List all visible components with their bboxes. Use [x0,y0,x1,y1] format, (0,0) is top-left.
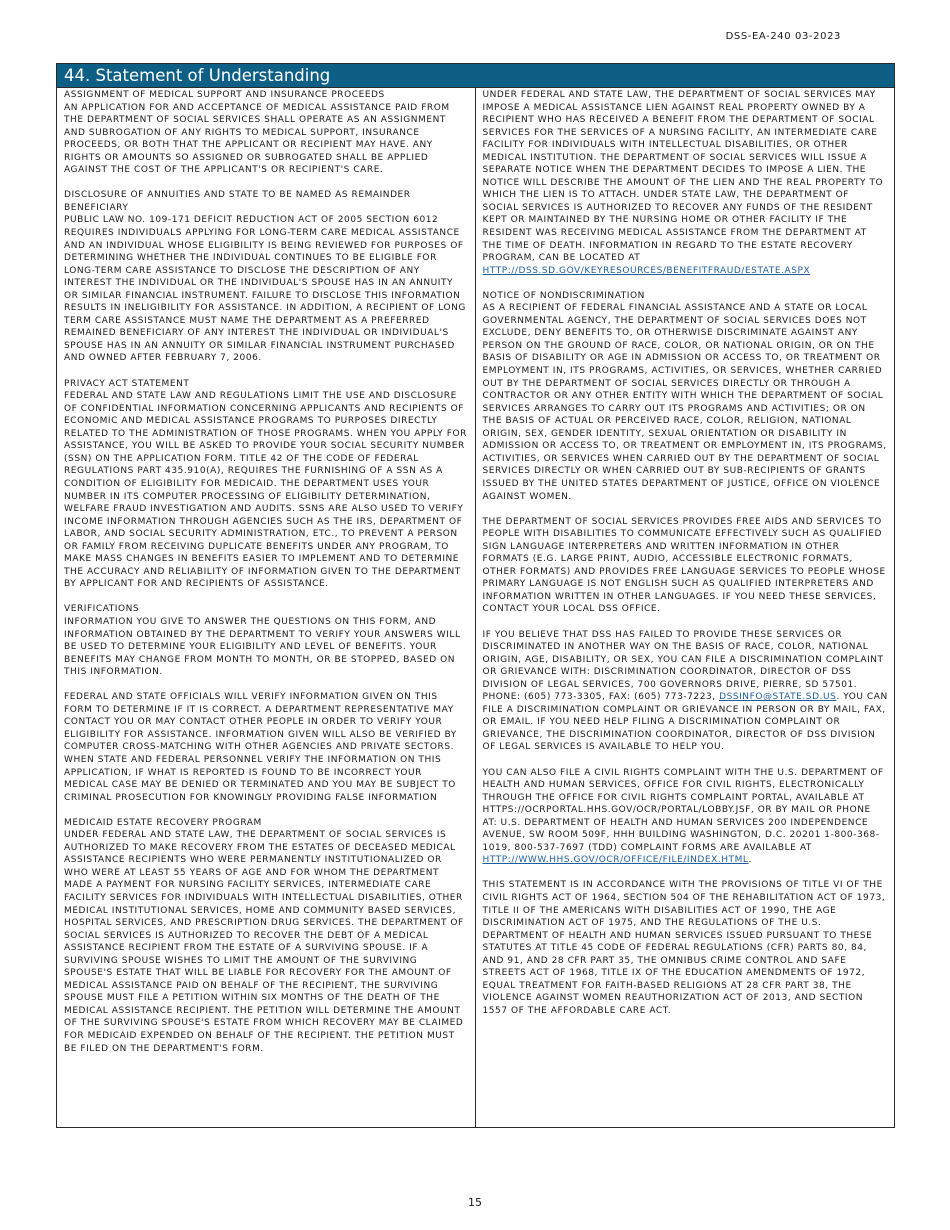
estate-recovery-heading: MEDICAID ESTATE RECOVERY PROGRAM [64,817,262,828]
verification-officials-body: FEDERAL AND STATE OFFICIALS WILL VERIFY INFORMATION GIVEN ON THIS FORM TO DETERMINE IF IT IS CORRECT. A DEPARTMENT REPRESENTATIVE MAY CONTACT YOU OR MAY CONTACT OTHER PEOPLE IN ORDER TO VERIFY YOUR ELIGIBILITY FOR ASSISTANCE. INFORMATION GIVEN WILL ALSO BE VERIFIED BY COMPUTER CROSS-MATCHING WITH OTHER AGENCIES AND PRIVATE SECTORS. WHEN STATE AND FEDERAL PERSONNEL VERIFY THE INFORMATION ON THIS APPLICATION, IF WHAT IS REPORTED IS FOUND TO BE INCORRECT YOUR MEDICAL CASE MAY BE DENIED OR TERMINATED AND YOU MAY BE SUBJECT TO CRIMINAL PROSECUTION FOR KNOWINGLY PROVIDING FALSE INFORMATION [64,692,457,803]
verifications-body: INFORMATION YOU GIVE TO ANSWER THE QUESTIONS ON THIS FORM, AND INFORMATION OBTAINED BY THE DEPARTMENT TO VERIFY YOUR ANSWERS WILL BE USED TO DETERMINE YOUR ELIGIBILITY AND LEVEL OF BENEFITS. YOUR BENEFITS MAY CHANGE FROM MONTH TO MONTH, OR BE STOPPED, BASED ON THIS INFORMATION. [64,616,461,678]
nondiscrimination-paragraph [483,290,889,503]
accordance-body: THIS STATEMENT IS IN ACCORDANCE WITH THE PROVISIONS OF TITLE VI OF THE CIVIL RIGHTS ACT OF 1964, SECTION 504 OF THE REHABILITATION ACT OF 1973, TITLE II OF THE AMERICANS WITH DISABILITIES ACT OF 1990, THE AGE DISCRIMINATION ACT OF 1975, AND THE REGULATIONS OF THE U.S. DEPARTMENT OF HEALTH AND HUMAN SERVICES ISSUED PURSUANT TO THESE STATUTES AT TITLE 45 CODE OF FEDERAL REGULATIONS (CFR) PARTS 80, 84, AND 91, AND 28 CFR PART 35, THE OMNIBUS CRIME CONTROL AND SAFE STREETS ACT OF 1968, TITLE IX OF THE EDUCATION AMENDMENTS OF 1972, EQUAL TREATMENT FOR FAITH-BASED RELIGIONS AT 28 CFR PART 38, THE VIOLENCE AGAINST WOMEN REAUTHORIZATION ACT OF 2013, AND SECTION 1557 OF THE AFFORDABLE CARE ACT. [482,880,886,1016]
estate-recovery-paragraph [64,817,469,1055]
assignment-paragraph [64,89,469,177]
right-column [476,88,895,1127]
verification-officials-paragraph [64,691,469,804]
annuities-body: PUBLIC LAW NO. 109-171 DEFICIT REDUCTION ACT OF 2005 SECTION 6012 REQUIRES INDIVIDUALS APPLYING FOR LONG-TERM CARE MEDICAL ASSISTANCE AND AN INDIVIDUAL WHOSE ELIGIBILITY IS BEING REVIEWED FOR PURPOSES OF DETERMINING WHETHER THE INDIVIDUAL CONTINUES TO BE ELIGIBLE FOR LONG-TERM CARE ASSISTANCE TO DISCLOSE THE DESCRIPTION OF ANY INTEREST THE INDIVIDUAL OR THE INDIVIDUAL'S SPOUSE HAS IN AN ANNUITY OR SIMILAR FINANCIAL INSTRUMENT. FAILURE TO DISCLOSE THIS INFORMATION RESULTS IN INELIGIBILITY FOR ASSISTANCE. IN ADDITION, A RECIPIENT OF LONG TERM CARE ASSISTANCE MUST NAME THE DEPARTMENT AS A PREFERRED REMAINED BENEFICIARY OF ANY INTEREST THE INDIVIDUAL OR INDIVIDUAL'S SPOUSE HAS IN AN ANNUITY OR SIMILAR FINANCIAL INSTRUMENT PURCHASED AND OWNED AFTER FEBRUARY 7, 2006. [64,215,466,364]
grievance-paragraph [483,629,889,754]
verifications-heading: VERIFICATIONS [64,604,140,615]
civil-rights-body [483,767,889,867]
lien-paragraph [483,89,889,277]
statement-of-understanding-section [56,63,895,1128]
free-aids-body: THE DEPARTMENT OF SOCIAL SERVICES PROVIDES FREE AIDS AND SERVICES TO PEOPLE WITH DISABILITIES TO COMMUNICATE EFFECTIVELY SUCH AS QUALIFIED SIGN LANGUAGE INTERPRETERS AND WRITTEN INFORMATION IN OTHER FORMATS (E.G. LARGE PRINT, AUDIO, ACCESSIBLE ELECTRONIC FORMATS, OTHER FORMATS) AND PROVIDES FREE LANGUAGE SERVICES TO PEOPLE WHOSE PRIMARY LANGUAGE IS NOT ENGLISH SUCH AS QUALIFIED INTERPRETERS AND INFORMATION WRITTEN IN OTHER LANGUAGES. IF YOU NEED THESE SERVICES, CONTACT YOUR LOCAL DSS OFFICE. [482,516,886,615]
estate-recovery-body: UNDER FEDERAL AND STATE LAW, THE DEPARTMENT OF SOCIAL SERVICES IS AUTHORIZED TO MAKE RECOVERY FROM THE ESTATES OF DECEASED MEDICAL ASSISTANCE RECIPIENTS WHO WERE PERMANENTLY INSTITUTIONALIZED OR WHO WERE AT LEAST 55 YEARS OF AGE AND FOR WHOM THE DEPARTMENT MADE A PAYMENT FOR NURSING FACILITY SERVICES, INTERMEDIATE CARE FACILITY SERVICES FOR INDIVIDUALS WITH INTELLECTUAL DISABILITIES, OTHER MEDICAL INSTITUTIONAL SERVICES, HOME AND COMMUNITY BASED SERVICES, HOSPITAL SERVICES, AND PRESCRIPTION DRUG SERVICES. THE DEPARTMENT OF SOCIAL SERVICES IS AUTHORIZED TO RECOVER THE DEBT OF A MEDICAL ASSISTANCE RECIPIENT FROM THE ESTATE OF A SURVIVING SPOUSE. IF A SURVIVING SPOUSE WISHES TO LIMIT THE AMOUNT OF THE SURVIVING SPOUSE'S ESTATE THAT WILL BE LIABLE FOR RECOVERY FOR THE AMOUNT OF MEDICAL ASSISTANCE PAID ON BEHALF OF THE RECIPIENT, THE SURVIVING SPOUSE MUST FILE A PETITION WITHIN SIX MONTHS OF THE DEATH OF THE MEDICAL ASSISTANCE RECIPIENT. THE PETITION WILL DETERMINE THE AMOUNT OF THE SURVIVING SPOUSE'S ESTATE FROM WHICH RECOVERY MAY BE CLAIMED FOR MEDICAID EXPENDED ON BEHALF OF THE RECIPIENT. THE PETITION MUST BE FILED ON THE DEPARTMENT'S FORM. [64,830,464,1054]
left-column [57,88,476,1127]
verifications-paragraph [64,603,469,678]
form-identifier: DSS-EA-240 03-2023 [725,31,841,42]
section-columns [57,88,894,1127]
page-number: 15 [468,1196,482,1209]
grievance-text-1: IF YOU BELIEVE THAT DSS HAS FAILED TO PROVIDE THESE SERVICES OR DISCRIMINATED IN ANOTHER WAY ON THE BASIS OF RACE, COLOR, NATIONAL ORIGIN, AGE, DISABILITY, OR SEX, YOU CAN FILE A DISCRIMINATION COMPLAINT OR GRIEVANCE WITH: DISCRIMINATION COORDINATOR, DIRECTOR OF DSS DIVISION OF LEGAL SERVICES, 700 GOVERNORS DRIVE, PIERRE, SD 57501. PHONE: (605) 773-3305, FAX: (605) 773-7223, [482,629,884,703]
annuities-paragraph [64,189,469,365]
accordance-paragraph [483,879,889,1017]
assignment-heading: ASSIGNMENT OF MEDICAL SUPPORT AND INSURANCE PROCEEDS [64,90,385,100]
privacy-body: FEDERAL AND STATE LAW AND REGULATIONS LIMIT THE USE AND DISCLOSURE OF CONFIDENTIAL INFORMATION CONCERNING APPLICANTS AND RECIPIENTS OF ECONOMIC AND MEDICAL ASSISTANCE PROGRAMS TO PURPOSES DIRECTLY RELATED TO THE ADMINISTRATION OF THOSE PROGRAMS. WHEN YOU APPLY FOR ASSISTANCE, YOU WILL BE ASKED TO PROVIDE YOUR SOCIAL SECURITY NUMBER (SSN) ON THE APPLICATION FORM. TITLE 42 OF THE CODE OF FEDERAL REGULATIONS PART 435.910(A), REQUIRES THE FURNISHING OF A SSN AS A CONDITION OF ELIGIBILITY FOR MEDICAID. THE DEPARTMENT USES YOUR NUMBER IN ITS COMPUTER PROCESSING OF ELIGIBILITY DETERMINATION, WELFARE FRAUD INVESTIGATION AND AUDITS. SSNS ARE ALSO USED TO VERIFY INCOME INFORMATION THROUGH AGENCIES SUCH AS THE IRS, DEPARTMENT OF LABOR, AND SOCIAL SECURITY ADMINISTRATION, ETC., TO PREVENT A PERSON OR FAMILY FROM RECEIVING DUPLICATE BENEFITS UNDER ANY PROGRAM, TO MAKE MASS CHANGES IN BENEFITS EASIER TO IMPLEMENT AND TO DETERMINE THE ACCURACY AND RELIABILITY OF INFORMATION GIVEN TO THE DEPARTMENT BY APPLICANT FOR AND RECIPIENTS OF ASSISTANCE. [64,391,467,590]
nondiscrimination-body: AS A RECIPIENT OF FEDERAL FINANCIAL ASSISTANCE AND A STATE OR LOCAL GOVERNMENTAL AGENCY, THE DEPARTMENT OF SOCIAL SERVICES DOES NOT EXCLUDE, DENY BENEFITS TO, OR OTHERWISE DISCRIMINATE AGAINST ANY PERSON ON THE GROUND OF RACE, COLOR, OR NATIONAL ORIGIN, OR ON THE BASIS OF DISABILITY OR AGE IN ADMISSION OR ACCESS TO, OR TREATMENT OR EMPLOYMENT IN, ITS PROGRAMS, ACTIVITIES, OR SERVICES, WHETHER CARRIED OUT BY THE DEPARTMENT OF SOCIAL SERVICES DIRECTLY OR THROUGH A CONTRACTOR OR ANY OTHER ENTITY WITH WHICH THE DEPARTMENT OF SOCIAL SERVICES ARRANGES TO CARRY OUT ITS PROGRAMS AND ACTIVITIES; OR ON THE BASIS OF ACTUAL OR PERCEIVED RACE, COLOR, RELIGION, NATIONAL ORIGIN, SEX, GENDER IDENTITY, SEXUAL ORIENTATION OR DISABILITY IN ADMISSION OR ACCESS TO, OR TREATMENT OR EMPLOYMENT IN, ITS PROGRAMS, ACTIVITIES, OR SERVICES WHEN CARRIED OUT BY THE DEPARTMENT OF SOCIAL SERVICES DIRECTLY OR WHEN CARRIED OUT BY SUB-RECIPIENTS OF GRANTS ISSUED BY THE UNITED STATES DEPARTMENT OF JUSTICE, OFFICE ON VIOLENCE AGAINST WOMEN. [482,303,887,502]
nondiscrimination-heading: NOTICE OF NONDISCRIMINATION [482,290,645,301]
civil-rights-end: . [748,855,752,866]
grievance-body [483,629,889,754]
dss-email-link[interactable]: DSSINFO@STATE.SD.US [719,692,837,703]
civil-rights-paragraph [483,767,889,867]
assignment-body: AN APPLICATION FOR AND ACCEPTANCE OF MEDICAL ASSISTANCE PAID FROM THE DEPARTMENT OF SOCIAL SERVICES SHALL OPERATE AS AN ASSIGNMENT AND SUBROGATION OF ANY RIGHTS TO MEDICAL SUPPORT, INSURANCE PROCEEDS, OR BOTH THAT THE APPLICANT OR RECIPIENT MAY HAVE. ANY RIGHTS OR AMOUNTS SO ASSIGNED OR SUBROGATED SHALL BE APPLIED AGAINST THE COST OF THE APPLICANT'S OR RECIPIENT'S CARE. [64,102,450,176]
hhs-complaint-link[interactable]: HTTP://WWW.HHS.GOV/OCR/OFFICE/FILE/INDEX.HTML [482,855,749,866]
section-title: 44. Statement of Understanding [57,64,894,88]
privacy-paragraph [64,378,469,591]
lien-body [483,89,889,277]
estate-recovery-link[interactable]: HTTP://DSS.SD.GOV/KEYRESOURCES/BENEFITFRAUD/ESTATE.ASPX [482,265,811,276]
lien-text: UNDER FEDERAL AND STATE LAW, THE DEPARTMENT OF SOCIAL SERVICES MAY IMPOSE A MEDICAL ASSISTANCE LIEN AGAINST REAL PROPERTY OWNED BY A RECIPIENT WHO HAS RECEIVED A BENEFIT FROM THE DEPARTMENT OF SOCIAL SERVICES FOR THE SERVICES OF A NURSING FACILITY, AN INTERMEDIATE CARE FACILITY FOR INDIVIDUALS WITH INTELLECTUAL DISABILITIES, OR OTHER MEDICAL INSTITUTION. THE DEPARTMENT OF SOCIAL SERVICES WILL ISSUE A SEPARATE NOTICE WHEN THE DEPARTMENT DECIDES TO IMPOSE A LIEN. THE NOTICE WILL DESCRIBE THE AMOUNT OF THE LIEN AND THE REAL PROPERTY TO WHICH THE LIEN IS TO ATTACH. UNDER STATE LAW, THE DEPARTMENT OF SOCIAL SERVICES IS AUTHORIZED TO RECOVER ANY FUNDS OF THE RESIDENT KEPT OR MAINTAINED BY THE NURSING HOME OR OTHER FACILITY IF THE RESIDENT WAS RECEIVING MEDICAL ASSISTANCE FROM THE DEPARTMENT AT THE TIME OF DEATH. INFORMATION IN REGARD TO THE ESTATE RECOVERY PROGRAM, CAN BE LOCATED AT [482,90,884,264]
annuities-heading: DISCLOSURE OF ANNUITIES AND STATE TO BE NAMED AS REMAINDER BENEFICIARY [64,190,411,213]
free-aids-paragraph [483,516,889,616]
civil-rights-text: YOU CAN ALSO FILE A CIVIL RIGHTS COMPLAINT WITH THE U.S. DEPARTMENT OF HEALTH AND HUMAN SERVICES, OFFICE FOR CIVIL RIGHTS, ELECTRONICALLY THROUGH THE OFFICE FOR CIVIL RIGHTS COMPLAINT PORTAL, AVAILABLE AT HTTPS://OCRPORTAL.HHS.GOV/OCR/PORTAL/LOBBY.JSF, OR BY MAIL OR PHONE AT: U.S. DEPARTMENT OF HEALTH AND HUMAN SERVICES 200 INDEPENDENCE AVENUE, SW ROOM 509F, HHH BUILDING WASHINGTON, D.C. 20201 1-800-368-1019, 800-537-7697 (TDD) COMPLAINT FORMS ARE AVAILABLE AT [482,767,884,853]
privacy-heading: PRIVACY ACT STATEMENT [64,378,190,389]
grievance-text-2: . YOU CAN FILE A DISCRIMINATION COMPLAINT OR GRIEVANCE IN PERSON OR BY MAIL, FAX, OR EMAIL. IF YOU NEED HELP FILING A DISCRIMINATION COMPLAINT OR GRIEVANCE, THE DISCRIMINATION COORDINATOR, DIRECTOR OF DSS DIVISION OF LEGAL SERVICES IS AVAILABLE TO HELP YOU. [482,692,888,753]
